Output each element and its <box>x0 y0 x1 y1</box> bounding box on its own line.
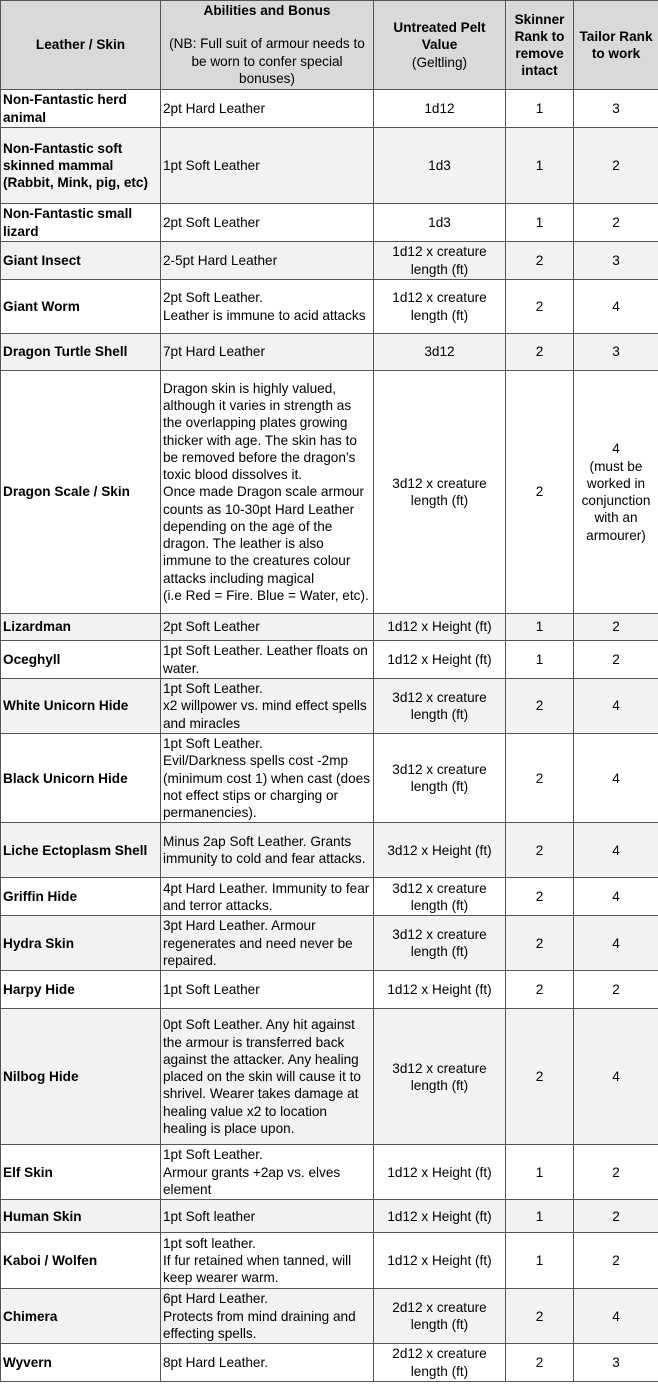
row-abilities: 1pt Soft Leather. Leather floats on water. <box>161 641 374 679</box>
row-skinner-rank: 2 <box>506 1009 574 1145</box>
row-name: Oceghyll <box>1 641 161 679</box>
row-tailor-rank: 2 <box>574 128 658 204</box>
row-tailor-rank: 2 <box>574 1233 658 1289</box>
row-abilities: 1pt soft leather. If fur retained when tanned, will keep wearer warm. <box>161 1233 374 1289</box>
row-pelt-value: 3d12 x creature length (ft) <box>374 679 506 734</box>
row-tailor-rank: 2 <box>574 971 658 1009</box>
header-tailor-rank <box>574 1 658 90</box>
table-row <box>1 90 658 128</box>
row-abilities: 1pt Soft leather <box>161 1200 374 1233</box>
row-pelt-value: 1d12 x Height (ft) <box>374 971 506 1009</box>
row-pelt-value: 3d12 x creature length (ft) <box>374 371 506 614</box>
row-pelt-value: 2d12 x creature length (ft) <box>374 1289 506 1344</box>
header-tailor-label: Tailor Rank to work <box>579 28 653 61</box>
table-row <box>1 1289 658 1344</box>
table-row <box>1 1344 658 1382</box>
row-pelt-value: 3d12 x creature length (ft) <box>374 916 506 971</box>
row-abilities: 1pt Soft Leather <box>161 128 374 204</box>
table-row <box>1 641 658 679</box>
row-tailor-rank: 4 (must be worked in conjunction with an armourer) <box>574 371 658 614</box>
row-tailor-rank: 3 <box>574 242 658 280</box>
row-skinner-rank: 2 <box>506 1289 574 1344</box>
row-skinner-rank: 2 <box>506 878 574 916</box>
table-row <box>1 371 658 614</box>
row-abilities: 1pt Soft Leather. x2 willpower vs. mind effect spells and miracles <box>161 679 374 734</box>
row-tailor-rank: 4 <box>574 679 658 734</box>
row-name: Giant Worm <box>1 280 161 334</box>
row-name: Black Unicorn Hide <box>1 734 161 823</box>
row-skinner-rank: 2 <box>506 823 574 878</box>
row-abilities: 1pt Soft Leather <box>161 971 374 1009</box>
row-tailor-rank: 4 <box>574 280 658 334</box>
row-tailor-rank: 4 <box>574 823 658 878</box>
row-name: Dragon Turtle Shell <box>1 334 161 371</box>
row-skinner-rank: 2 <box>506 334 574 371</box>
row-pelt-value: 3d12 x creature length (ft) <box>374 734 506 823</box>
row-pelt-value: 3d12 x Height (ft) <box>374 823 506 878</box>
row-tailor-rank: 2 <box>574 614 658 641</box>
row-pelt-value: 1d12 x Height (ft) <box>374 641 506 679</box>
table-row <box>1 878 658 916</box>
row-skinner-rank: 1 <box>506 204 574 242</box>
row-skinner-rank: 2 <box>506 242 574 280</box>
table-row <box>1 280 658 334</box>
table-row <box>1 1145 658 1200</box>
row-pelt-value: 1d12 x Height (ft) <box>374 614 506 641</box>
row-skinner-rank: 2 <box>506 971 574 1009</box>
row-name: Elf Skin <box>1 1145 161 1200</box>
row-pelt-value: 1d3 <box>374 204 506 242</box>
row-skinner-rank: 2 <box>506 734 574 823</box>
row-skinner-rank: 2 <box>506 371 574 614</box>
table-row <box>1 679 658 734</box>
row-abilities: 2pt Soft Leather <box>161 614 374 641</box>
row-pelt-value: 1d12 x creature length (ft) <box>374 242 506 280</box>
row-abilities: 0pt Soft Leather. Any hit against the armour is transferred back against the attacker. Any healing placed on the skin will cause it to shrivel. Wearer takes damage at healing value x2 to location healing is place upon. <box>161 1009 374 1145</box>
table-row <box>1 334 658 371</box>
row-abilities: 2-5pt Hard Leather <box>161 242 374 280</box>
row-abilities: 2pt Hard Leather <box>161 90 374 128</box>
table-row <box>1 971 658 1009</box>
row-tailor-rank: 2 <box>574 641 658 679</box>
row-skinner-rank: 1 <box>506 90 574 128</box>
row-name: Nilbog Hide <box>1 1009 161 1145</box>
row-skinner-rank: 2 <box>506 916 574 971</box>
row-tailor-rank: 4 <box>574 916 658 971</box>
row-tailor-rank: 4 <box>574 734 658 823</box>
row-skinner-rank: 2 <box>506 679 574 734</box>
table-row <box>1 204 658 242</box>
table-row <box>1 1009 658 1145</box>
table-row <box>1 242 658 280</box>
row-name: Non-Fantastic small lizard <box>1 204 161 242</box>
row-name: Harpy Hide <box>1 971 161 1009</box>
row-name: Griffin Hide <box>1 878 161 916</box>
row-abilities: 6pt Hard Leather. Protects from mind draining and effecting spells. <box>161 1289 374 1344</box>
row-pelt-value: 1d3 <box>374 128 506 204</box>
table-row <box>1 128 658 204</box>
row-pelt-value: 1d12 x Height (ft) <box>374 1200 506 1233</box>
row-pelt-value: 1d12 x Height (ft) <box>374 1145 506 1200</box>
row-name: Chimera <box>1 1289 161 1344</box>
row-pelt-value: 1d12 x creature length (ft) <box>374 280 506 334</box>
row-pelt-value: 2d12 x creature length (ft) <box>374 1344 506 1382</box>
row-abilities: Dragon skin is highly valued, although it varies in strength as the overlapping plates growing thicker with age. The skin has to be removed before the dragon’s toxic blood dissolves it. Once made Dragon scale armour counts as 10-30pt Hard Leather depending on the age of the dragon. The leather is also immune to the creatures colour attacks including magical (i.e Red = Fire. Blue = Water, etc). <box>161 371 374 614</box>
row-abilities: 1pt Soft Leather. Armour grants +2ap vs. elves element <box>161 1145 374 1200</box>
header-abilities-title: Abilities and Bonus <box>203 3 331 18</box>
row-name: Kaboi / Wolfen <box>1 1233 161 1289</box>
row-name: Non-Fantastic soft skinned mammal (Rabbit, Mink, pig, etc) <box>1 128 161 204</box>
row-skinner-rank: 1 <box>506 1145 574 1200</box>
row-name: Wyvern <box>1 1344 161 1382</box>
row-name: Hydra Skin <box>1 916 161 971</box>
header-leather-label: Leather / Skin <box>35 37 126 53</box>
row-pelt-value: 1d12 x Height (ft) <box>374 1233 506 1289</box>
row-tailor-rank: 4 <box>574 878 658 916</box>
row-tailor-rank: 2 <box>574 204 658 242</box>
row-skinner-rank: 1 <box>506 1233 574 1289</box>
row-skinner-rank: 2 <box>506 280 574 334</box>
row-skinner-rank: 1 <box>506 1200 574 1233</box>
header-leather <box>1 1 161 90</box>
header-pelt-value <box>374 1 506 90</box>
row-name: Giant Insect <box>1 242 161 280</box>
row-name: Human Skin <box>1 1200 161 1233</box>
row-tailor-rank: 2 <box>574 1145 658 1200</box>
header-skinner-label: Skinner Rank to remove intact <box>514 11 565 79</box>
row-abilities: 8pt Hard Leather. <box>161 1344 374 1382</box>
table-row <box>1 1200 658 1233</box>
header-abilities-note: (NB: Full suit of armour needs to be worn to confer special bonuses) <box>169 36 365 86</box>
row-abilities: 1pt Soft Leather. Evil/Darkness spells cost -2mp (minimum cost 1) when cast (does not effect stips or charging or permanencies). <box>161 734 374 823</box>
row-pelt-value: 3d12 <box>374 334 506 371</box>
row-tailor-rank: 4 <box>574 1009 658 1145</box>
header-pelt-unit: (Geltling) <box>411 54 468 70</box>
row-abilities: 4pt Hard Leather. Immunity to fear and terror attacks. <box>161 878 374 916</box>
row-name: Lizardman <box>1 614 161 641</box>
row-name: Non-Fantastic herd animal <box>1 90 161 128</box>
row-name: White Unicorn Hide <box>1 679 161 734</box>
row-skinner-rank: 1 <box>506 641 574 679</box>
table-row <box>1 734 658 823</box>
row-abilities: 2pt Soft Leather. Leather is immune to acid attacks <box>161 280 374 334</box>
header-pelt-title: Untreated Pelt Value <box>393 20 486 53</box>
header-skinner-rank <box>506 1 574 90</box>
row-pelt-value: 3d12 x creature length (ft) <box>374 878 506 916</box>
table-body <box>1 90 658 1382</box>
row-pelt-value: 1d12 <box>374 90 506 128</box>
row-skinner-rank: 1 <box>506 614 574 641</box>
header-abilities <box>161 1 374 90</box>
table-row <box>1 916 658 971</box>
row-tailor-rank: 2 <box>574 1200 658 1233</box>
row-abilities: 7pt Hard Leather <box>161 334 374 371</box>
row-abilities: 2pt Soft Leather <box>161 204 374 242</box>
table-row <box>1 1233 658 1289</box>
table-row <box>1 614 658 641</box>
row-tailor-rank: 4 <box>574 1289 658 1344</box>
row-name: Dragon Scale / Skin <box>1 371 161 614</box>
row-abilities: Minus 2ap Soft Leather. Grants immunity to cold and fear attacks. <box>161 823 374 878</box>
row-name: Liche Ectoplasm Shell <box>1 823 161 878</box>
row-skinner-rank: 2 <box>506 1344 574 1382</box>
row-pelt-value: 3d12 x creature length (ft) <box>374 1009 506 1145</box>
header-row <box>1 1 658 90</box>
row-tailor-rank: 3 <box>574 334 658 371</box>
row-tailor-rank: 3 <box>574 90 658 128</box>
row-tailor-rank: 3 <box>574 1344 658 1382</box>
row-skinner-rank: 1 <box>506 128 574 204</box>
row-abilities: 3pt Hard Leather. Armour regenerates and need never be repaired. <box>161 916 374 971</box>
table-row <box>1 823 658 878</box>
